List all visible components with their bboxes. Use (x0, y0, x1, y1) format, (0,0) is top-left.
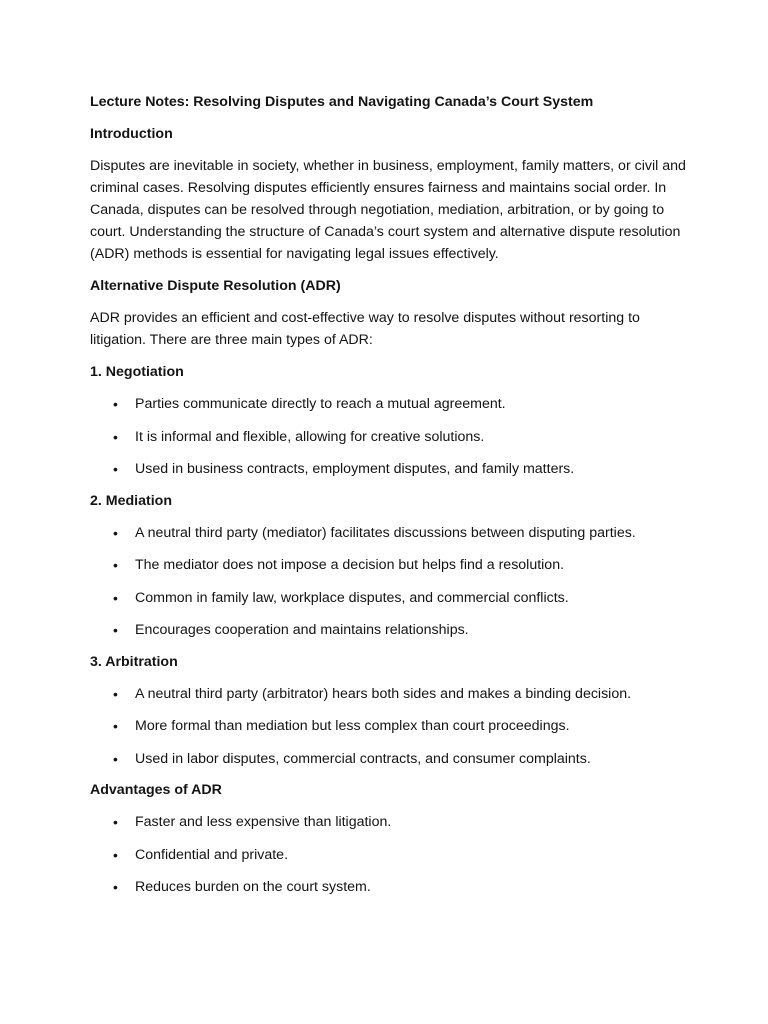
advantages-heading: Advantages of ADR (90, 782, 222, 798)
adr-paragraph: ADR provides an efficient and cost-effective way to resolve disputes without resorting to litigation. There are three main types of ADR: (90, 310, 640, 348)
list-item (90, 811, 690, 833)
list-item-text: More formal than mediation but less complex than court proceedings. (135, 718, 570, 734)
bullet-icon: • (113, 879, 118, 895)
list-item (90, 426, 690, 448)
list-item-text: Used in labor disputes, commercial contracts, and consumer complaints. (135, 750, 591, 767)
negotiation-list (90, 393, 690, 480)
list-item (90, 844, 690, 866)
bullet-icon: • (113, 428, 118, 445)
bullet-icon: • (113, 396, 118, 412)
bullet-icon: • (113, 718, 118, 734)
introduction-heading: Introduction (90, 126, 173, 142)
document-title: Lecture Notes: Resolving Disputes and Navigating Canada’s Court System (90, 94, 594, 110)
bullet-icon: • (113, 750, 118, 767)
mediation-list (90, 522, 690, 642)
list-item (90, 522, 690, 544)
list-item (90, 748, 690, 770)
negotiation-heading: 1. Negotiation (90, 364, 184, 380)
document-page (90, 91, 690, 909)
list-item-text: Parties communicate directly to reach a mutual agreement. (135, 396, 506, 412)
bullet-icon: • (113, 685, 118, 702)
adr-heading: Alternative Dispute Resolution (ADR) (90, 278, 341, 294)
bullet-icon: • (113, 589, 118, 606)
list-item-text: Used in business contracts, employment disputes, and family matters. (135, 461, 575, 477)
list-item-text: A neutral third party (mediator) facilitates discussions between disputing parties. (135, 524, 636, 541)
list-item-text: Reduces burden on the court system. (135, 879, 371, 895)
list-item (90, 554, 690, 576)
list-item (90, 393, 690, 415)
mediation-heading: 2. Mediation (90, 492, 172, 509)
bullet-icon: • (113, 846, 118, 863)
bullet-icon: • (113, 461, 118, 477)
list-item-text: A neutral third party (arbitrator) hears both sides and makes a binding decision. (135, 685, 632, 702)
list-item-text: The mediator does not impose a decision but helps find a resolution. (135, 557, 565, 573)
advantages-list (90, 811, 690, 898)
list-item-text: Confidential and private. (135, 846, 289, 863)
list-item-text: Encourages cooperation and maintains relationships. (135, 622, 469, 638)
list-item-text: Faster and less expensive than litigation. (135, 814, 392, 830)
bullet-icon: • (113, 814, 118, 830)
list-item (90, 876, 690, 898)
introduction-paragraph: Disputes are inevitable in society, whether in business, employment, family matters, or civil and criminal cases. Resolving disputes efficiently ensures fairness and maintains social order. In Canada, disputes can be resolved through negotiation, mediation, arbitration, or by going to court. Understanding the structure of Canada’s court system and alternative dispute resolution (ADR) methods is essential for navigating legal issues effectively. (90, 158, 686, 262)
list-item (90, 619, 690, 641)
list-item-text: It is informal and flexible, allowing for creative solutions. (135, 428, 485, 445)
arbitration-heading: 3. Arbitration (90, 653, 178, 670)
list-item (90, 587, 690, 609)
list-item (90, 715, 690, 737)
list-item (90, 458, 690, 480)
bullet-icon: • (113, 557, 118, 573)
bullet-icon: • (113, 622, 118, 638)
bullet-icon: • (113, 524, 118, 541)
list-item-text: Common in family law, workplace disputes, and commercial conflicts. (135, 589, 569, 606)
arbitration-list (90, 683, 690, 770)
list-item (90, 683, 690, 705)
